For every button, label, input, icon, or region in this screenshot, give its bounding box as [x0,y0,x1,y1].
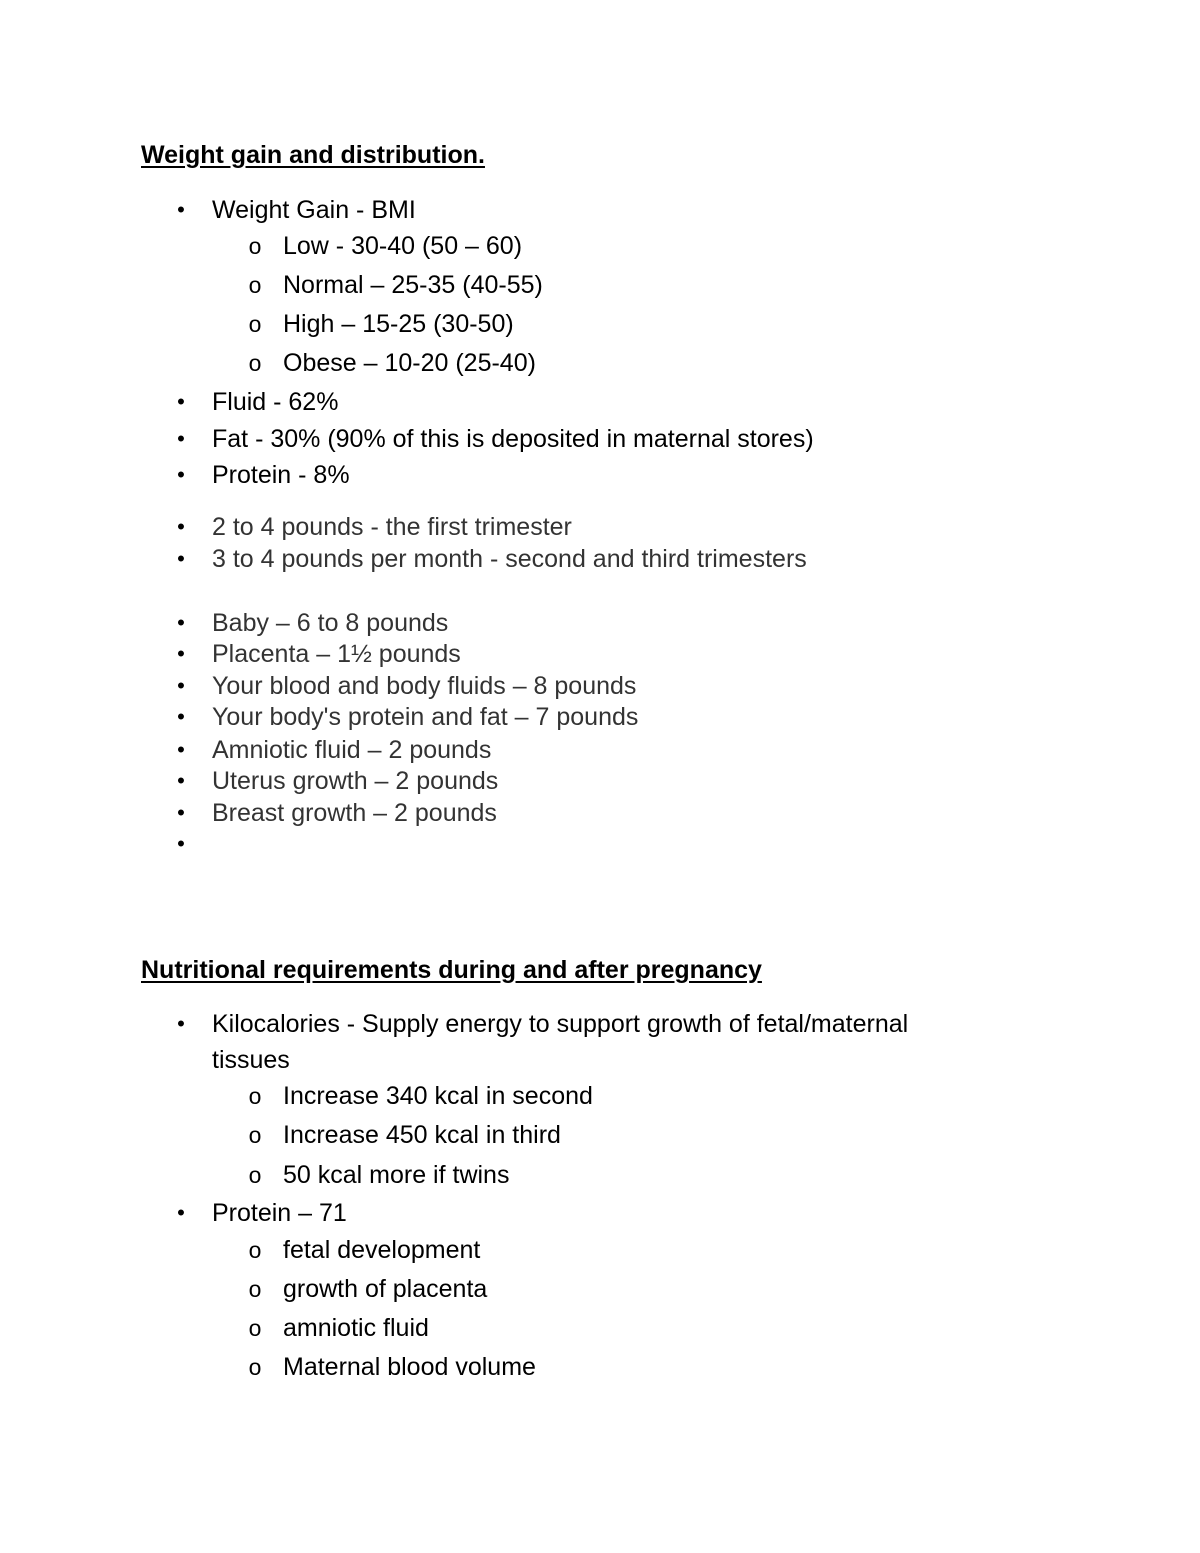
sub-list-item-text: 50 kcal more if twins [283,1161,510,1189]
list-item-text: Baby – 6 to 8 pounds [212,609,449,637]
sub-list-item-text: Normal – 25-35 (40-55) [283,271,543,299]
list-item-text: 2 to 4 pounds - the first trimester [212,513,572,541]
list-item-text: Uterus growth – 2 pounds [212,767,499,795]
bullet-icon: • [177,768,185,793]
sub-list-item-text: Increase 340 kcal in second [283,1082,593,1110]
list-item-text: Protein – 71 [212,1199,347,1227]
list-item-text: Fluid - 62% [212,388,339,416]
circle-bullet-icon: o [248,233,262,259]
sub-list-item-text: amniotic fluid [283,1314,429,1342]
circle-bullet-icon: o [248,1122,262,1148]
bullet-icon: • [177,641,185,666]
circle-bullet-icon: o [248,1276,262,1302]
sub-list-item-text: High – 15-25 (30-50) [283,310,514,338]
section-heading-nutritional-requirements: Nutritional requirements during and after pregnancy [141,956,762,984]
list-item-text: Kilocalories - Supply energy to support growth of fetal/maternal [212,1010,909,1038]
list-item-text: Placenta – 1½ pounds [212,640,461,668]
bullet-icon: • [177,831,185,856]
circle-bullet-icon: o [248,1237,262,1263]
sub-list-item-text: fetal development [283,1236,481,1264]
bullet-icon: • [177,673,185,698]
sub-list-item-text: Obese – 10-20 (25-40) [283,349,536,377]
list-item-text: Protein - 8% [212,461,350,489]
circle-bullet-icon: o [248,1354,262,1380]
sub-list-item-text: growth of placenta [283,1275,488,1303]
circle-bullet-icon: o [248,1162,262,1188]
list-item-text: Fat - 30% (90% of this is deposited in maternal stores) [212,425,814,453]
sub-list-item-text: Low - 30-40 (50 – 60) [283,232,523,260]
bullet-icon: • [177,197,185,222]
list-item-text: Breast growth – 2 pounds [212,799,497,827]
circle-bullet-icon: o [248,272,262,298]
list-item-text: Amniotic fluid – 2 pounds [212,736,492,764]
circle-bullet-icon: o [248,1315,262,1341]
list-item-text: tissues [212,1046,290,1074]
circle-bullet-icon: o [248,311,262,337]
list-item-text: Weight Gain - BMI [212,196,416,224]
bullet-icon: • [177,462,185,487]
bullet-icon: • [177,426,185,451]
bullet-icon: • [177,610,185,635]
list-item-text: Your blood and body fluids – 8 pounds [212,672,637,700]
bullet-icon: • [177,1011,185,1036]
list-item-text: Your body's protein and fat – 7 pounds [212,703,639,731]
bullet-icon: • [177,704,185,729]
section-heading-weight-gain: Weight gain and distribution. [141,141,485,169]
bullet-icon: • [177,389,185,414]
circle-bullet-icon: o [248,1083,262,1109]
bullet-icon: • [177,514,185,539]
bullet-icon: • [177,546,185,571]
sub-list-item-text: Increase 450 kcal in third [283,1121,561,1149]
bullet-icon: • [177,737,185,762]
sub-list-item-text: Maternal blood volume [283,1353,536,1381]
bullet-icon: • [177,800,185,825]
circle-bullet-icon: o [248,350,262,376]
bullet-icon: • [177,1200,185,1225]
list-item-text: 3 to 4 pounds per month - second and third trimesters [212,545,807,573]
